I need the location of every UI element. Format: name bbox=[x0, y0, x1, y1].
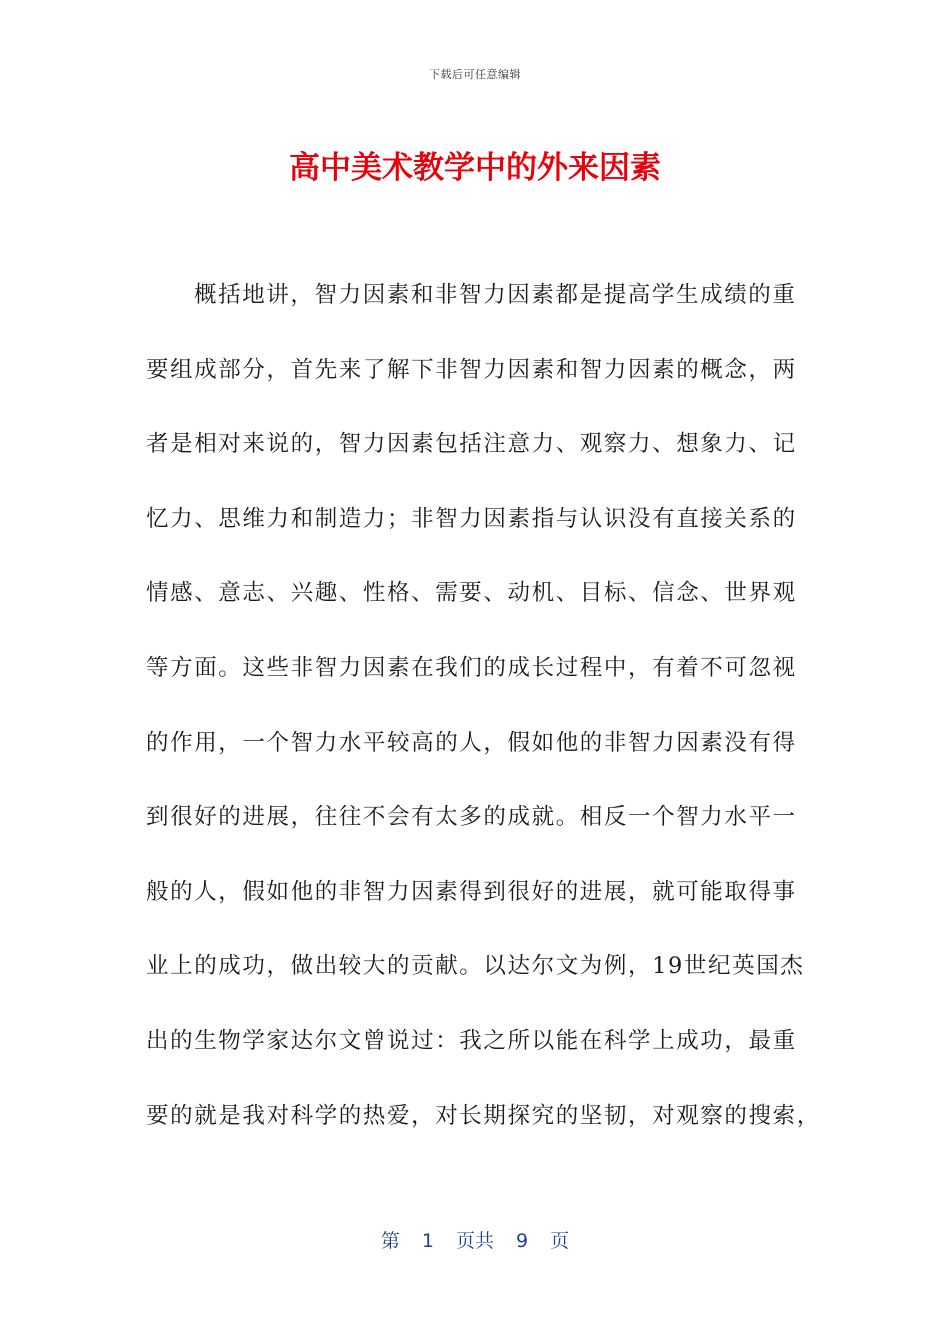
footer-middle: 页共 bbox=[455, 1230, 494, 1252]
paragraph-line: 出的生物学家达尔文曾说过：我之所以能在科学上成功，最重 bbox=[146, 1027, 797, 1054]
paragraph-line: 要的就是我对科学的热爱，对长期探究的坚韧，对观察的搜索， bbox=[146, 1102, 821, 1129]
paragraph-line: 到很好的进展，往往不会有太多的成就。相反一个智力水平一 bbox=[146, 804, 797, 831]
document-title: 高中美术教学中的外来因素 bbox=[289, 150, 661, 186]
footer-total-pages: 9 bbox=[516, 1230, 529, 1252]
paragraph-line: 要组成部分，首先来了解下非智力因素和智力因素的概念，两 bbox=[146, 356, 797, 383]
header-note: 下载后可任意编辑 bbox=[429, 68, 521, 81]
paragraph-line: 情感、意志、兴趣、性格、需要、动机、目标、信念、世界观 bbox=[146, 580, 797, 607]
page-footer bbox=[0, 1226, 950, 1253]
paragraph-line: 者是相对来说的，智力因素包括注意力、观察力、想象力、记 bbox=[146, 431, 797, 458]
paragraph-line: 忆力、思维力和制造力；非智力因素指与认识没有直接关系的 bbox=[146, 505, 797, 532]
paragraph-line: 等方面。这些非智力因素在我们的成长过程中，有着不可忽视 bbox=[146, 654, 797, 681]
footer-current-page: 1 bbox=[421, 1230, 434, 1252]
body-paragraph bbox=[146, 278, 821, 1173]
paragraph-line: 业上的成功，做出较大的贡献。以达尔文为例，19世纪英国杰 bbox=[146, 953, 805, 980]
paragraph-line: 般的人，假如他的非智力因素得到很好的进展，就可能取得事 bbox=[146, 878, 797, 905]
paragraph-line: 的作用，一个智力水平较高的人，假如他的非智力因素没有得 bbox=[146, 729, 797, 756]
paragraph-line: 概括地讲，智力因素和非智力因素都是提高学生成绩的重 bbox=[194, 282, 797, 308]
footer-prefix: 第 bbox=[380, 1230, 400, 1252]
footer-suffix: 页 bbox=[550, 1230, 570, 1252]
